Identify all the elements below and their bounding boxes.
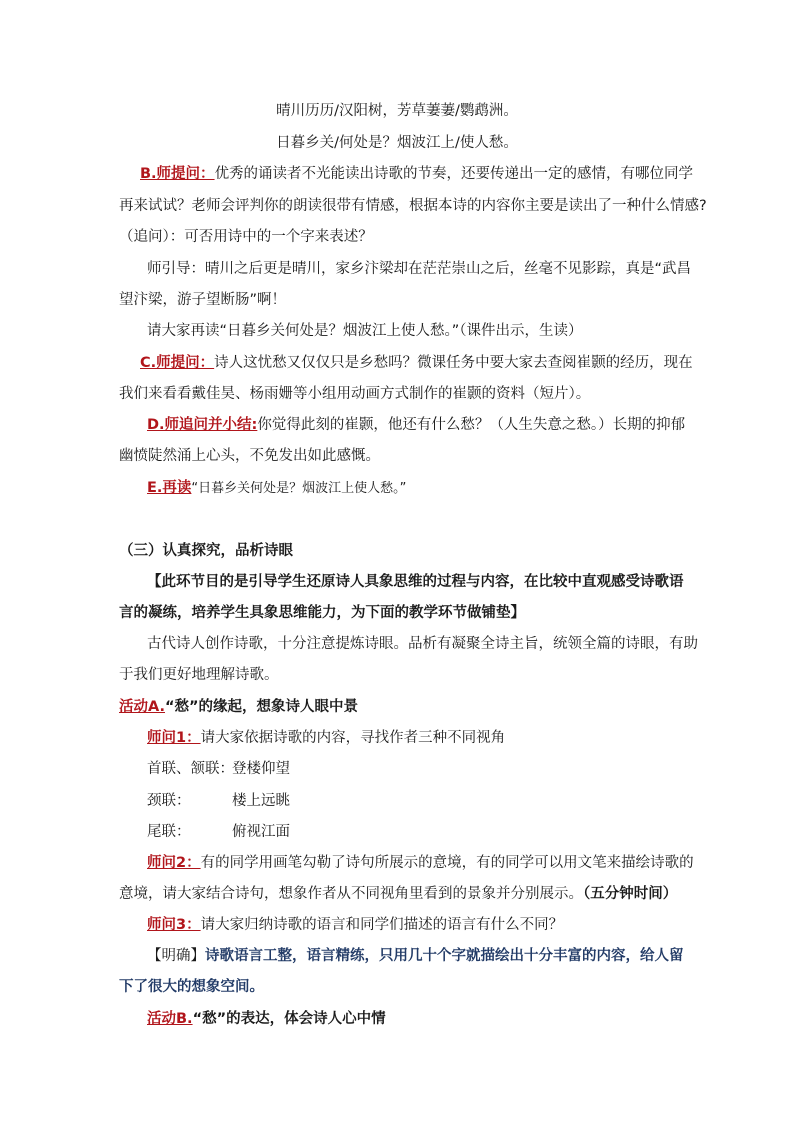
question-1-line <box>147 728 505 748</box>
reread-instruction: 请大家再读“日暮乡关何处是？烟波江上使人愁。”（课件出示，生读） <box>147 323 583 339</box>
section-e-line <box>147 478 406 499</box>
poem-line-2: 日暮乡关/何处是？烟波江上/使人愁。 <box>276 135 518 151</box>
section-e-text: “日暮乡关何处是？烟波江上使人愁。” <box>191 481 407 496</box>
view-value-2: 楼上远眺 <box>232 793 290 809</box>
section-c-line-1 <box>140 353 693 373</box>
question-1-text: 请大家依据诗歌的内容，寻找作者三种不同视角 <box>200 730 506 746</box>
activity-b-heading <box>147 1009 386 1029</box>
view-name-3: 尾联： <box>147 824 191 840</box>
clarify-text-2: 下了很大的想象空间。 <box>119 979 264 995</box>
view-value-1: 登楼仰望 <box>232 761 290 777</box>
activity-a-heading <box>119 697 358 717</box>
section-b-text-2: 再来试试？老师会评判你的朗读很带有情感，根据本诗的内容你主要是读出了一种什么情感? <box>119 198 707 214</box>
question-1-label: 师问1： <box>147 730 201 746</box>
question-2-time: （五分钟时间） <box>583 886 678 902</box>
activity-a-label: 活动A. <box>119 699 165 715</box>
part-3-intro-line-2: 于我们更好地理解诗歌。 <box>119 667 279 683</box>
section-c-text-1: 诗人这忧愁又仅仅只是乡愁吗？微课任务中要大家去查阅崔颢的经历，现在 <box>214 355 693 371</box>
part-3-purpose-line-2: 言的凝练，培养学生具象思维能力，为下面的教学环节做铺垫】 <box>119 605 525 621</box>
activity-b-label: 活动B. <box>147 1011 193 1027</box>
section-c-label: C.师提问： <box>140 355 215 371</box>
section-c-text-2: 我们来看看戴佳昊、杨雨姗等小组用动画方式制作的崔颢的资料（短片）。 <box>119 386 591 402</box>
section-d-text-1: 你觉得此刻的崔颢，他还有什么愁？（人生失意之愁。）长期的抑郁 <box>257 417 686 433</box>
teacher-guide-line-2: 望汴梁，游子望断肠”啊！ <box>119 292 287 308</box>
section-b-text-1: 优秀的诵读者不光能读出诗歌的节奏，还要传递出一定的感情，有哪位同学 <box>214 166 694 182</box>
question-2-line-1 <box>147 853 694 873</box>
question-2-text-1: 有的同学用画笔勾勒了诗句所展示的意境，有的同学可以用文笔来描绘诗歌的 <box>200 855 694 871</box>
section-d-line-1 <box>147 415 685 435</box>
part-3-intro-line-1: 古代诗人创作诗歌，十分注意提炼诗眼。品析有凝聚全诗主旨，统领全篇的诗眼，有助 <box>147 636 698 652</box>
activity-a-title: “愁”的缘起，想象诗人眼中景 <box>165 699 359 715</box>
section-d-text-2: 幽愤陡然涌上心头，不免发出如此感慨。 <box>119 448 380 464</box>
question-3-text: 请大家归纳诗歌的语言和同学们描述的语言有什么不同？ <box>200 917 564 933</box>
clarify-line-1 <box>147 946 684 966</box>
question-3-line <box>147 915 563 935</box>
teacher-guide-line-1: 师引导：晴川之后更是晴川，家乡汴梁却在茫茫崇山之后，丝毫不见影踪，真是“武昌 <box>147 261 692 277</box>
view-value-3: 俯视江面 <box>232 824 290 840</box>
activity-b-title: “愁”的表达，体会诗人心中情 <box>192 1011 386 1027</box>
question-2-text-2: 意境，请大家结合诗句，想象作者从不同视角里看到的景象并分别展示。 <box>119 886 583 902</box>
section-b-text-3: （追问）：可否用诗中的一个字来表述？ <box>119 229 373 245</box>
question-2-line-2 <box>119 884 677 904</box>
question-2-label: 师问2： <box>147 855 201 871</box>
section-e-label: E.再读 <box>147 480 192 496</box>
clarify-label: 【明确】 <box>147 948 205 964</box>
part-3-heading: （三）认真探究，品析诗眼 <box>119 543 293 559</box>
section-b-label: B.师提问： <box>140 166 215 182</box>
part-3-purpose-line-1: 【此环节目的是引导学生还原诗人具象思维的过程与内容，在比较中直观感受诗歌语 <box>147 574 684 590</box>
poem-line-1: 晴川历历/汉阳树，芳草萋萋/鹦鹉洲。 <box>276 103 518 119</box>
section-b-line-1 <box>140 164 693 184</box>
view-name-2: 颈联： <box>147 793 191 809</box>
question-3-label: 师问3： <box>147 917 201 933</box>
section-d-label: D.师追问并小结: <box>147 417 258 433</box>
view-name-1: 首联、颔联： <box>147 761 234 777</box>
clarify-text-1: 诗歌语言工整，语言精练，只用几十个字就描绘出十分丰富的内容，给人留 <box>205 948 684 964</box>
